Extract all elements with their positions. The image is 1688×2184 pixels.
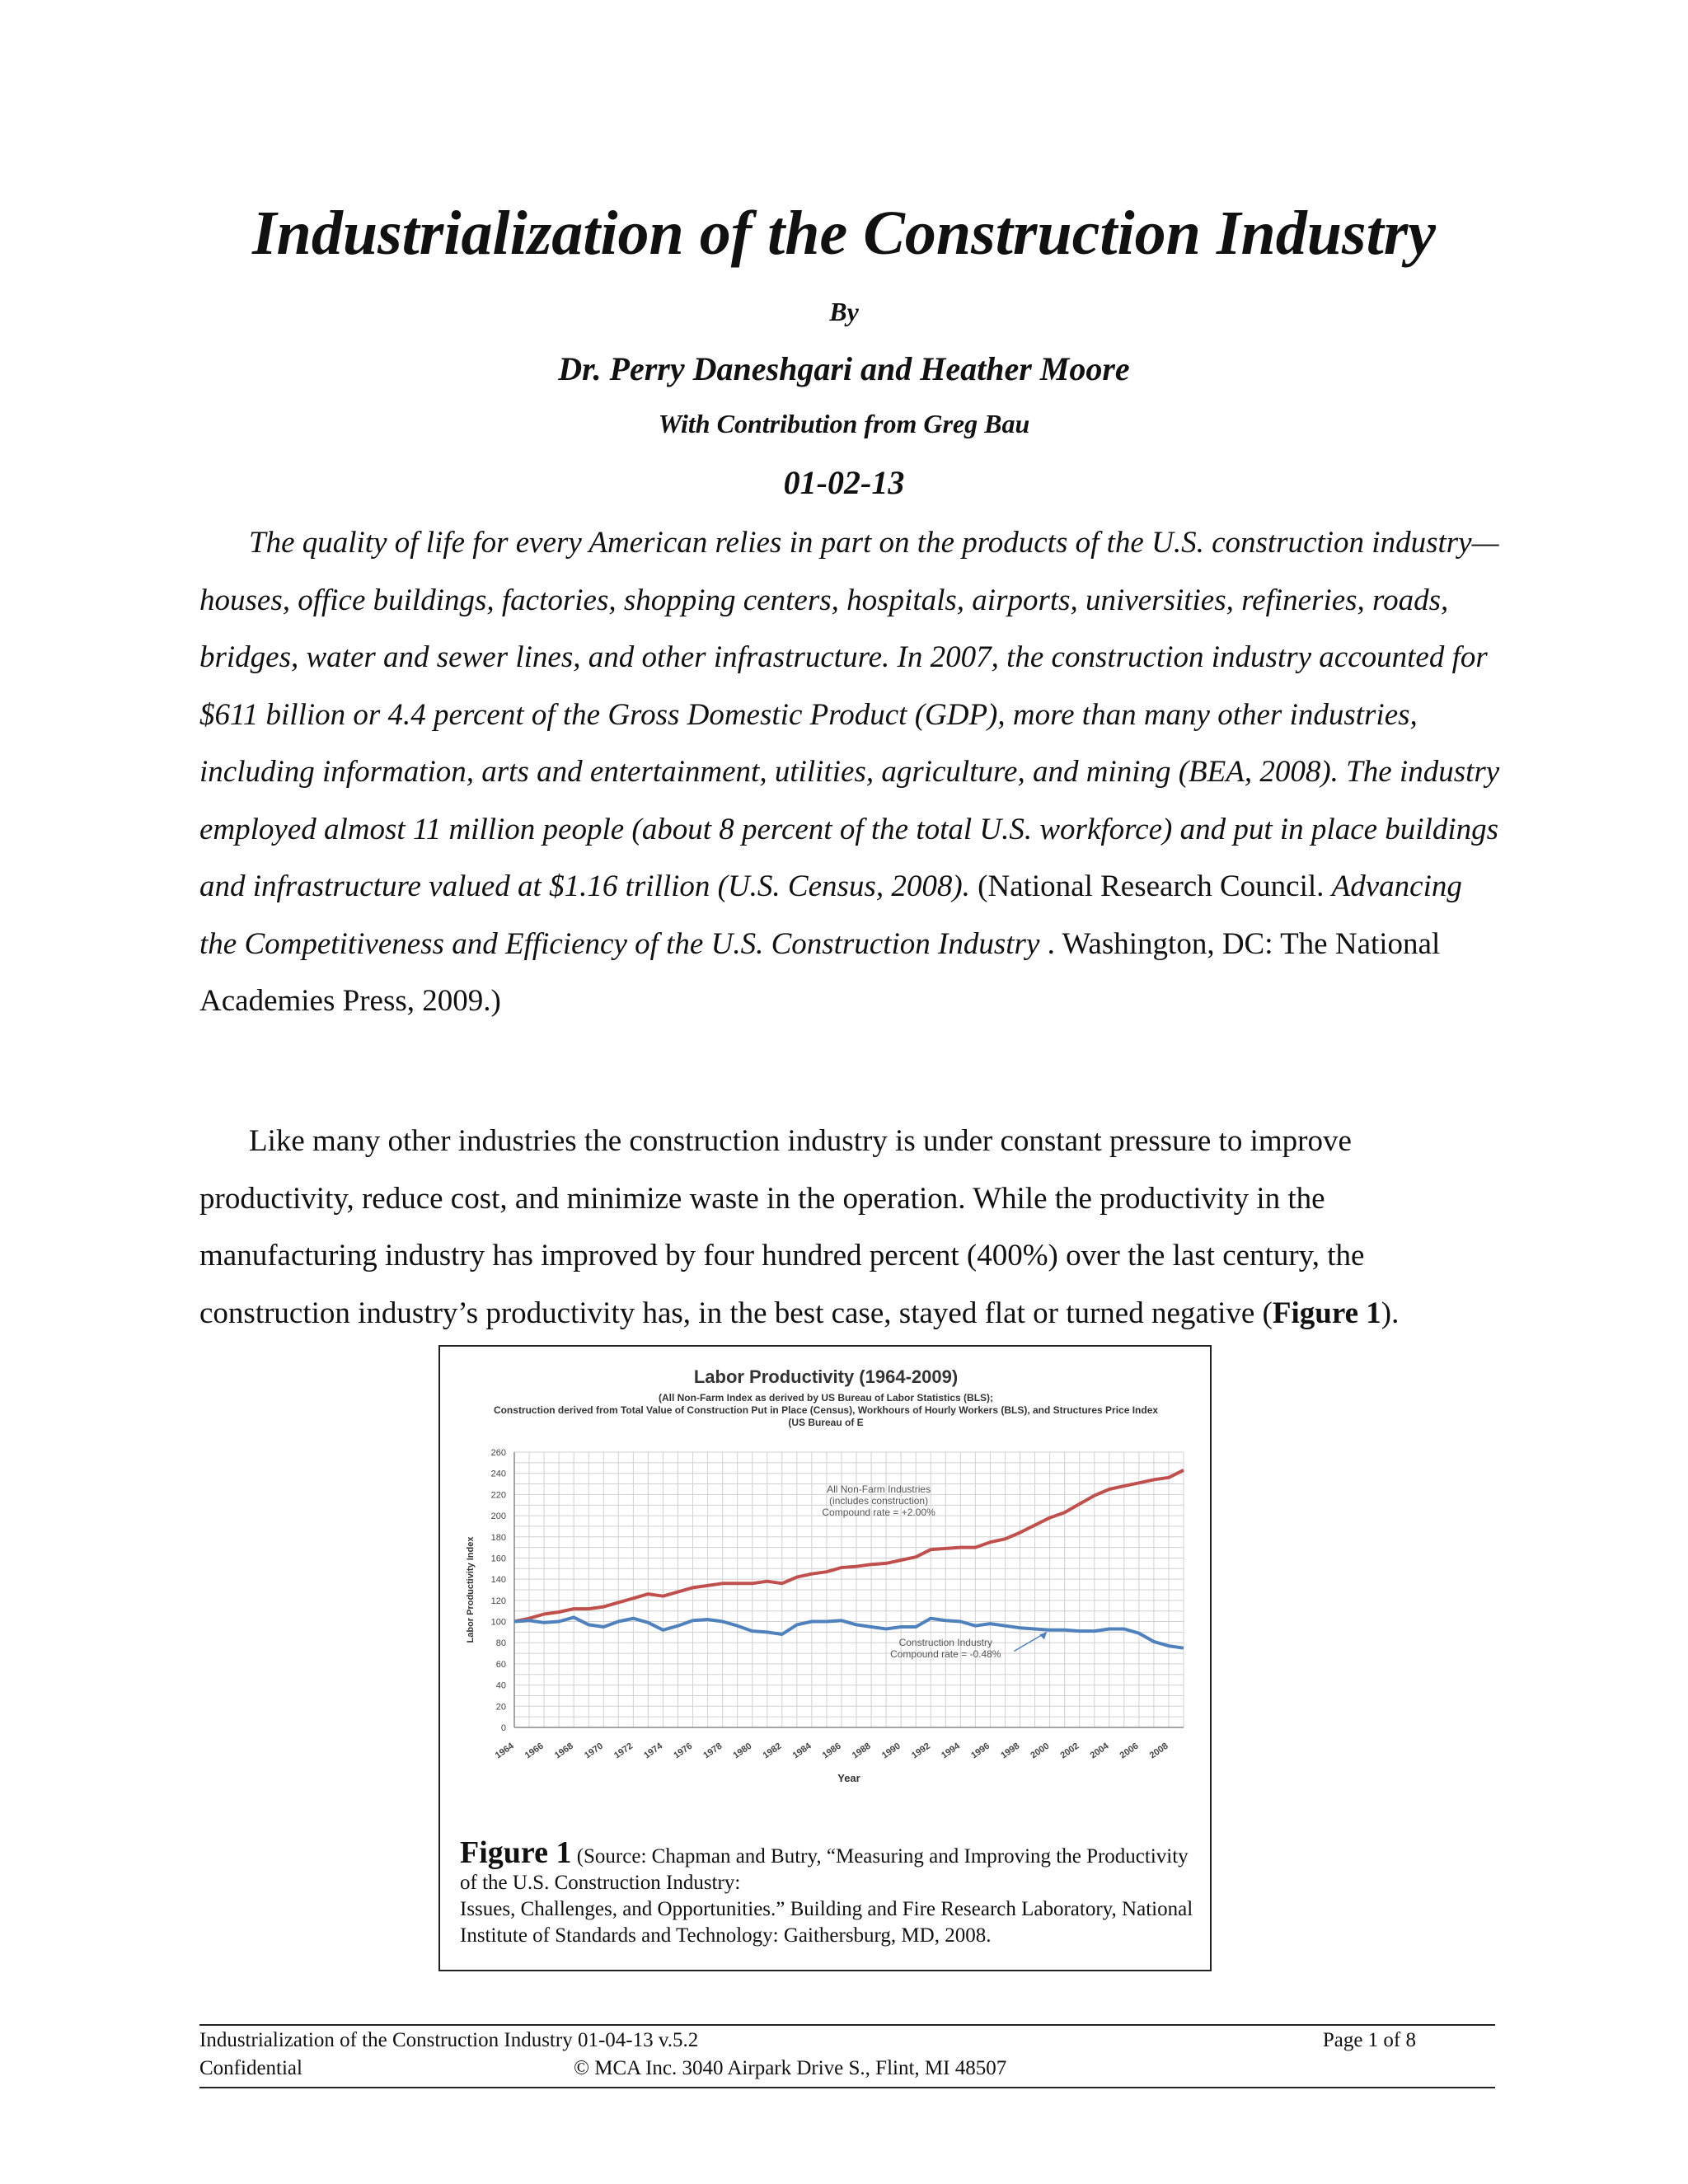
x-axis-label: Year [837, 1772, 860, 1784]
page-footer [199, 2024, 1495, 2088]
x-tick-label: 1964 [493, 1741, 516, 1761]
footer-page-number: Page 1 of 8 [1322, 2029, 1416, 2051]
figure-caption-label: Figure 1 [460, 1835, 572, 1870]
annotation-non-farm-line: Compound rate = +2.00% [822, 1507, 935, 1519]
y-tick-label: 260 [490, 1448, 506, 1458]
annotation-non-farm-line: (includes construction) [829, 1494, 929, 1507]
y-tick-label: 240 [490, 1469, 506, 1479]
figure-1 [438, 1345, 1212, 1971]
y-tick-label: 20 [495, 1702, 506, 1713]
intro-quote: The quality of life for every American relies in part on the products of the U.S. construction industry—houses, office buildings, factories, shopping centers, hospitals, airports, universities, refineries, roads, bridges, water and sewer lines, and other infrastructure. In 2007, the construction industry accounted for $611 billion or 4.4 percent of the Gross Domestic Product (GDP), more than many other industries, including information, arts and entertainment, utilities, agriculture, and mining (BEA, 2008). The industry employed almost 11 million people (about 8 percent of the total U.S. workforce) and put in place buildings and infrastructure valued at $1.16 trillion (U.S. Census, 2008). [199, 526, 1500, 903]
y-tick-label: 140 [490, 1575, 506, 1586]
x-axis-ticks [494, 1741, 1170, 1760]
y-axis-ticks [491, 1448, 506, 1733]
footer-company: © MCA Inc. 3040 Airpark Drive S., Flint, MI 48507 [574, 2057, 1007, 2079]
y-tick-label: 180 [490, 1532, 506, 1543]
x-tick-label: 1970 [583, 1741, 605, 1761]
annotation-construction-line: Compound rate = -0.48% [890, 1648, 1001, 1661]
y-tick-label: 200 [490, 1511, 506, 1522]
footer-document: Industrialization of the Construction Industry 01-04-13 v.5.2 [199, 2029, 699, 2051]
chart-subtitle-line-2: Construction derived from Total Value of Construction Put in Place (Census), Workhours of Hourly Workers (BLS), and Structures Price Index [493, 1404, 1159, 1416]
x-tick-label: 1974 [642, 1741, 665, 1761]
chart-annotations [822, 1483, 1047, 1660]
chart-title: Labor Productivity (1964-2009) [693, 1366, 959, 1387]
annotation-construction-line: Construction Industry [898, 1637, 992, 1649]
annotation-non-farm-line: All Non-Farm Industries [827, 1483, 931, 1495]
y-tick-label: 220 [490, 1490, 506, 1501]
citation-prefix: (National Research Council. [969, 869, 1332, 903]
figure-caption-text: (Source: Chapman and Butry, “Measuring and Improving the Productivity of the U.S. Construction Industry: [460, 1845, 1189, 1894]
x-tick-label: 1990 [879, 1741, 903, 1761]
figure-caption [460, 1835, 1193, 1949]
x-tick-label: 1992 [910, 1741, 932, 1761]
x-tick-label: 2002 [1058, 1741, 1081, 1761]
byline-label: By [829, 297, 859, 326]
citation-suffix: . Washington, DC: The National Academies Press, 2009.) [199, 926, 1441, 1018]
footer-confidential: Confidential [199, 2057, 302, 2079]
labor-productivity-chart [452, 1355, 1200, 1833]
x-tick-label: 1988 [850, 1741, 873, 1761]
figure-caption-line-2: Issues, Challenges, and Opportunities.” Building and Fire Research Laboratory, National Institute of Standards and Technology: Gaithersburg, MD, 2008. [460, 1898, 1193, 1947]
figure-reference: Figure 1 [1272, 1296, 1381, 1330]
x-tick-label: 1994 [940, 1741, 963, 1761]
citation-title: Advancing the Competitiveness and Efficiency of the U.S. Construction Industry [199, 869, 1462, 961]
body-paragraph [199, 1113, 1502, 1342]
y-tick-label: 160 [490, 1554, 506, 1564]
y-tick-label: 0 [500, 1723, 506, 1733]
x-tick-label: 1968 [552, 1741, 575, 1761]
x-tick-label: 1986 [820, 1741, 843, 1761]
y-tick-label: 40 [495, 1680, 506, 1691]
y-tick-label: 100 [490, 1617, 506, 1628]
contribution-note: With Contribution from Greg Bau [658, 409, 1030, 438]
x-tick-label: 2000 [1029, 1741, 1052, 1761]
x-tick-label: 1984 [790, 1741, 814, 1761]
x-tick-label: 1998 [999, 1741, 1022, 1761]
x-tick-label: 1976 [672, 1741, 695, 1761]
x-tick-label: 1972 [612, 1741, 635, 1761]
intro-paragraph [199, 514, 1502, 1030]
authors: Dr. Perry Daneshgari and Heather Moore [558, 350, 1130, 387]
x-tick-label: 1966 [523, 1741, 546, 1761]
chart-subtitle-line-1: (All Non-Farm Index as derived by US Bureau of Labor Statistics (BLS); [658, 1392, 994, 1404]
chart-subtitle-line-3: (US Bureau of E [788, 1417, 864, 1428]
document-date: 01-02-13 [783, 464, 905, 501]
x-tick-label: 2006 [1118, 1741, 1141, 1761]
document-title: Industrialization of the Construction Industry [251, 199, 1437, 268]
x-tick-label: 1996 [969, 1741, 992, 1761]
body-text-end: ). [1381, 1296, 1400, 1330]
x-tick-label: 1980 [731, 1741, 754, 1761]
body-text: Like many other industries the construction industry is under constant pressure to improve productivity, reduce cost, and minimize waste in the operation. While the productivity in the manufacturing industry has improved by four hundred percent (400%) over the last century, the construction industry’s productivity has, in the best case, stayed flat or turned negative ( [199, 1124, 1365, 1330]
x-tick-label: 1982 [761, 1741, 784, 1761]
y-axis-label: Labor Productivity Index [466, 1536, 476, 1643]
y-tick-label: 80 [495, 1638, 506, 1649]
y-tick-label: 120 [490, 1596, 506, 1606]
y-tick-label: 60 [495, 1659, 506, 1670]
x-tick-label: 2008 [1147, 1741, 1170, 1761]
x-tick-label: 1978 [701, 1741, 724, 1761]
x-tick-label: 2004 [1088, 1741, 1111, 1761]
